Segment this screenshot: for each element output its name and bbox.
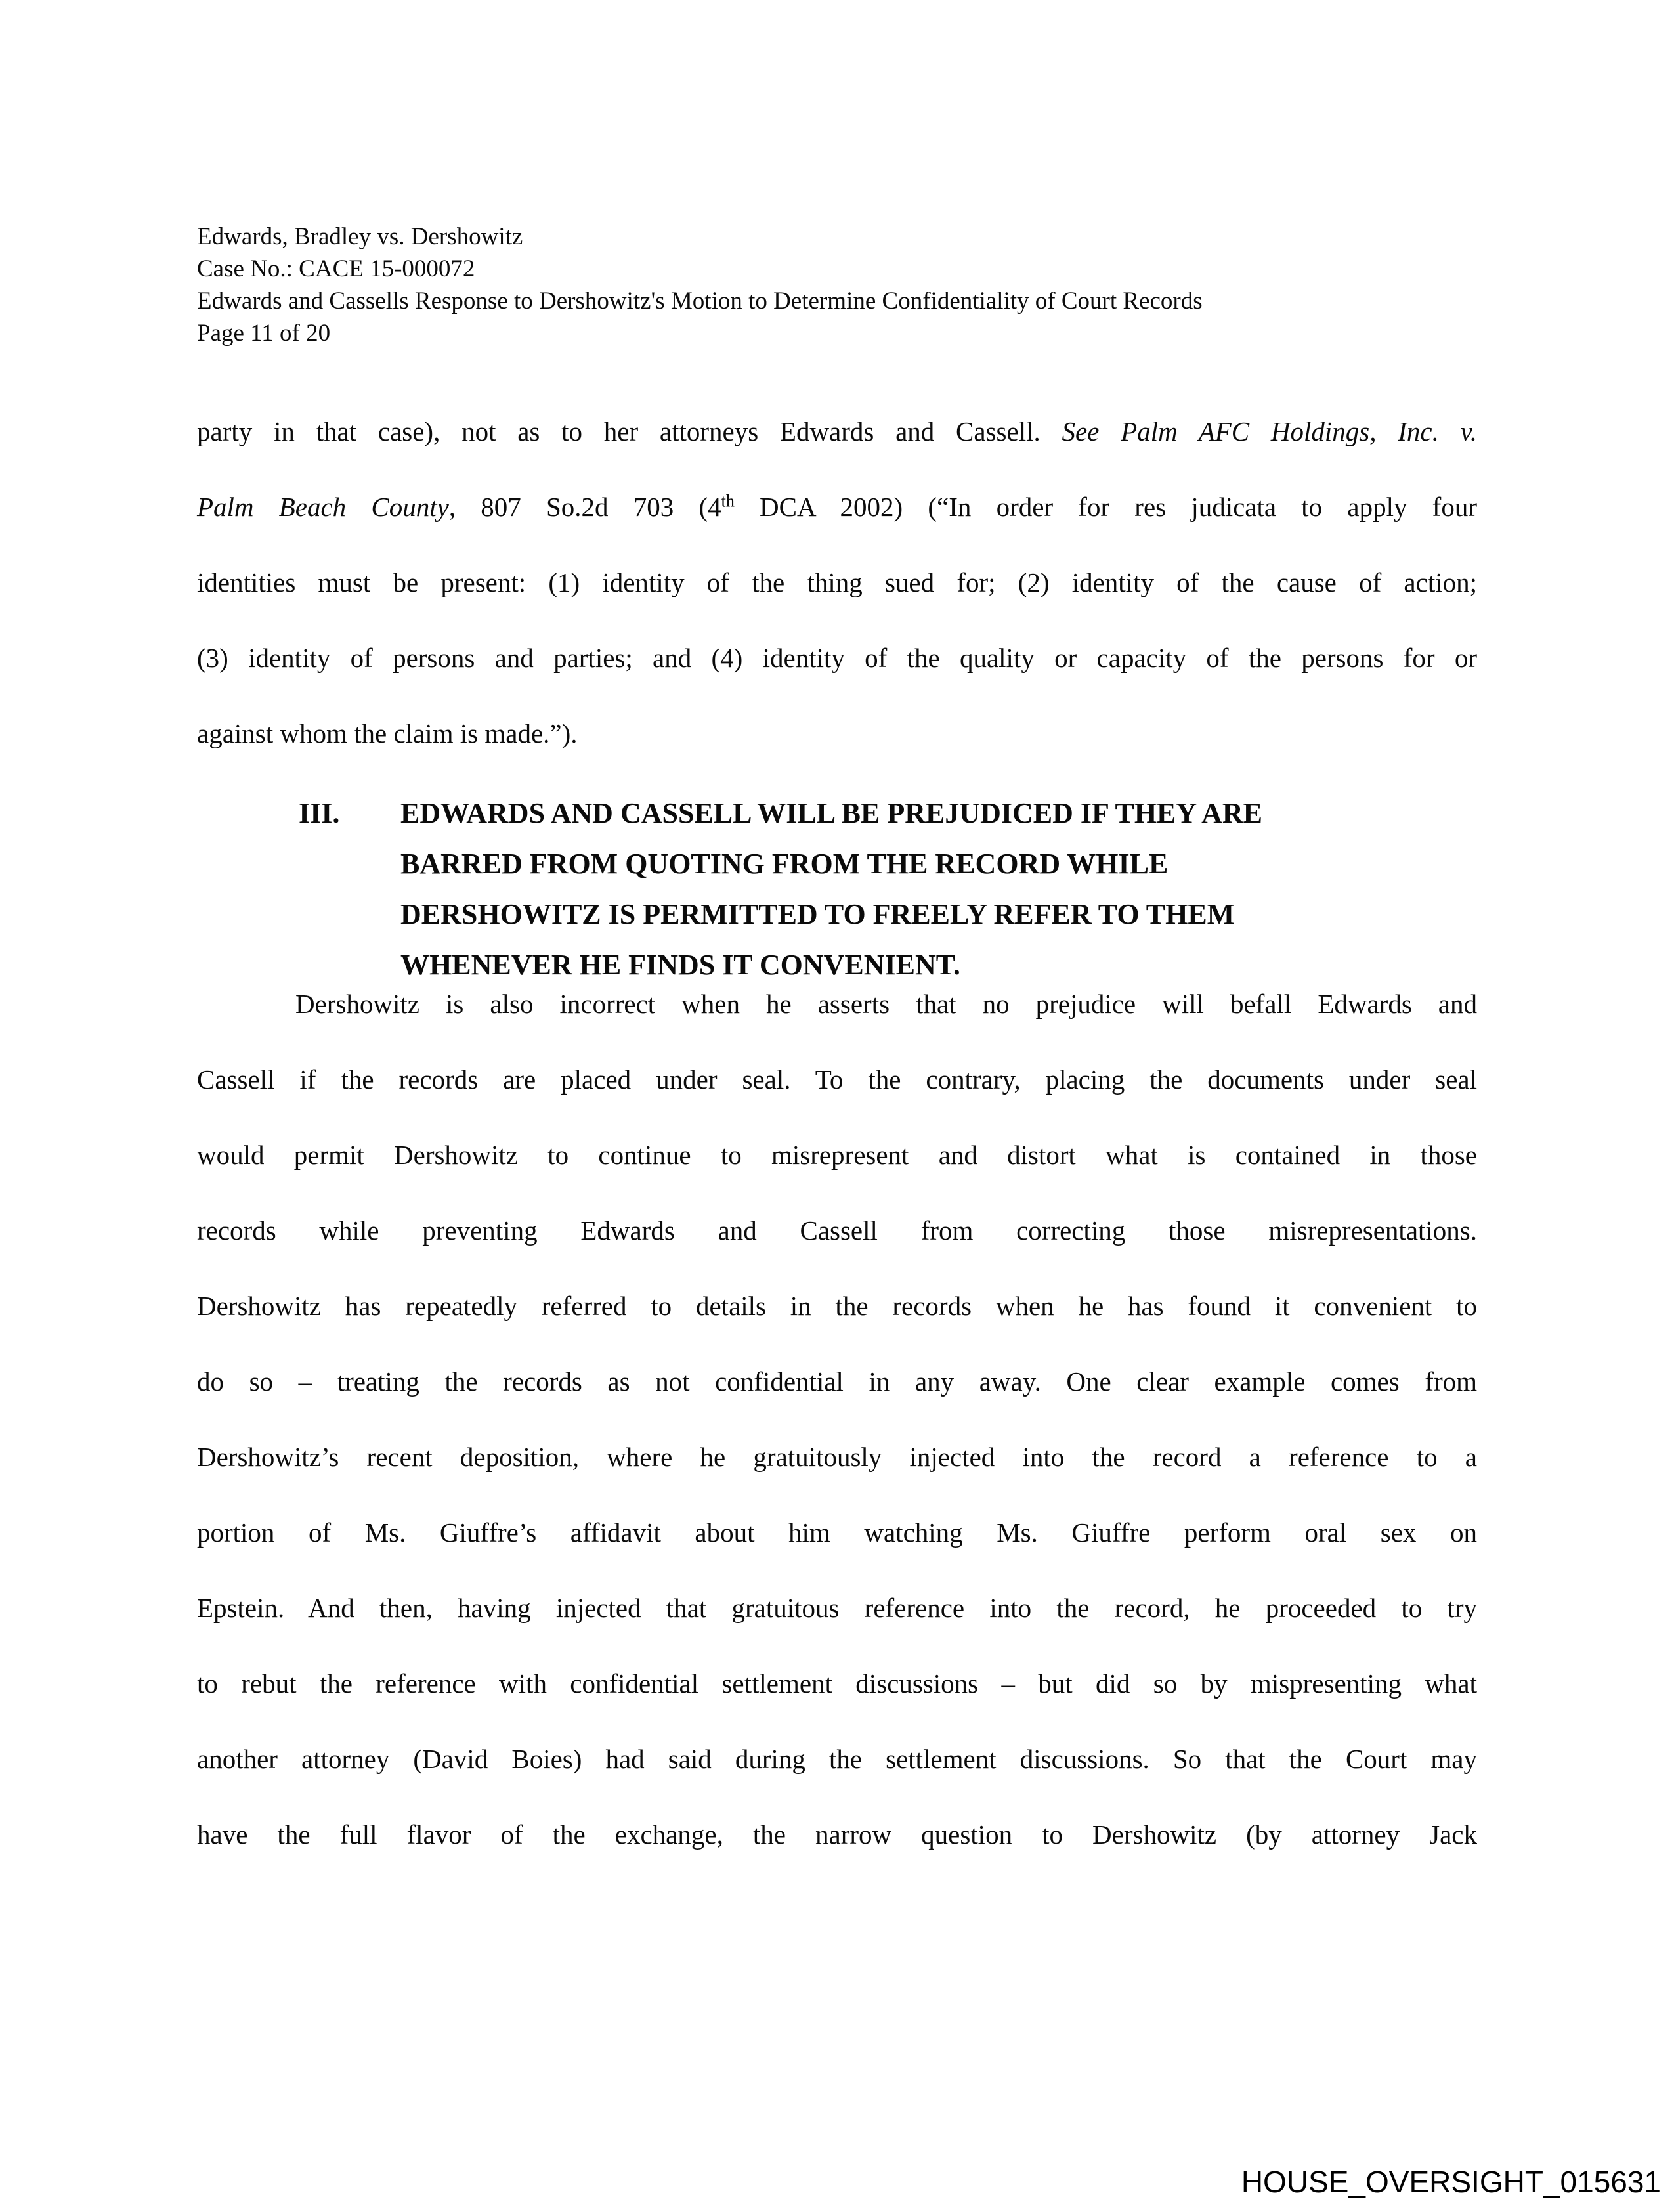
section-heading-line: DERSHOWITZ IS PERMITTED TO FREELY REFER TO THEM	[400, 898, 1235, 930]
body-line: Dershowitz has repeatedly referred to details in the records when he has found it convenient to	[197, 1291, 1477, 1321]
section-heading-line: BARRED FROM QUOTING FROM THE RECORD WHILE	[400, 848, 1169, 880]
body-line: Cassell if the records are placed under seal. To the contrary, placing the documents under seal	[197, 1064, 1477, 1095]
section-heading	[400, 788, 1438, 990]
header-page-number: Page 11 of 20	[197, 320, 331, 347]
header-case-number: Case No.: CACE 15-000072	[197, 255, 475, 282]
section-heading-number: III.	[299, 797, 340, 829]
body-line: portion of Ms. Giuffre’s affidavit about him watching Ms. Giuffre perform oral sex on	[197, 1517, 1477, 1548]
body-line: Epstein. And then, having injected that gratuitous reference into the record, he proceeded to try	[197, 1593, 1477, 1623]
case-header	[197, 221, 1203, 349]
paragraph-prejudice	[197, 966, 1477, 1873]
header-case-caption: Edwards, Bradley vs. Dershowitz	[197, 223, 523, 250]
body-line: Dershowitz’s recent deposition, where he gratuitously injected into the record a reference to a	[197, 1442, 1477, 1472]
body-line: have the full flavor of the exchange, the narrow question to Dershowitz (by attorney Jack	[197, 1819, 1477, 1850]
body-text: , 807 So.2d 703 (4	[448, 492, 721, 522]
body-line: would permit Dershowitz to continue to misrepresent and distort what is contained in those	[197, 1140, 1477, 1170]
body-line: identities must be present: (1) identity of the thing sued for; (2) identity of the cause of action;	[197, 567, 1477, 597]
body-line: do so – treating the records as not confidential in any away. One clear example comes from	[197, 1366, 1477, 1397]
ordinal-superscript: th	[721, 491, 735, 511]
body-line	[197, 469, 1477, 545]
header-document-title: Edwards and Cassells Response to Dershowitz's Motion to Determine Confidentiality of Court Records	[197, 288, 1203, 314]
body-line: another attorney (David Boies) had said during the settlement discussions. So that the Court may	[197, 1744, 1477, 1774]
section-heading-line: EDWARDS AND CASSELL WILL BE PREJUDICED IF THEY ARE	[400, 797, 1263, 829]
body-text: party in that case), not as to her attorneys Edwards and Cassell.	[197, 416, 1062, 446]
body-line: to rebut the reference with confidential settlement discussions – but did so by mispresenting what	[197, 1668, 1477, 1699]
case-citation-italic: Palm Beach County	[197, 492, 449, 522]
body-text: DCA 2002) (“In order for res judicata to apply four	[734, 492, 1477, 522]
section-heading-line: WHENEVER HE FINDS IT CONVENIENT.	[400, 949, 960, 981]
body-line: against whom the claim is made.”).	[197, 718, 578, 748]
paragraph-res-judicata	[197, 394, 1477, 771]
body-line: (3) identity of persons and parties; and (4) identity of the quality or capacity of the persons for or	[197, 643, 1477, 673]
body-line: records while preventing Edwards and Cassell from correcting those misrepresentations.	[197, 1215, 1477, 1246]
case-citation-italic: See Palm AFC Holdings, Inc. v.	[1062, 416, 1477, 446]
body-line: Dershowitz is also incorrect when he asserts that no prejudice will befall Edwards and	[295, 989, 1477, 1019]
body-line	[197, 394, 1477, 469]
bates-stamp-number: HOUSE_OVERSIGHT_015631	[1241, 2165, 1661, 2199]
